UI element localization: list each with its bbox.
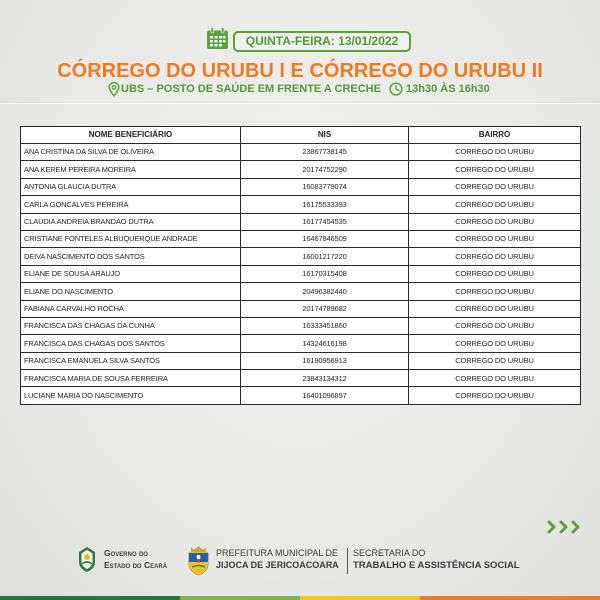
cell-nis: 20496382440 (241, 283, 409, 300)
cell-nis: 23843134312 (241, 370, 409, 387)
cell-nis: 16401096897 (241, 387, 409, 404)
cell-bairro: CORREGO DO URUBU (409, 370, 581, 387)
page-title: CÓRREGO DO URUBU I E CÓRREGO DO URUBU II (57, 60, 543, 82)
date-badge: QUINTA-FEIRA: 13/01/2022 (233, 31, 411, 52)
cell-bairro: CORREGO DO URUBU (409, 317, 581, 334)
cell-name: ANA CRISTINA DA SILVA DE OLIVEIRA (21, 144, 241, 161)
cell-name: CLAUDIA ANDREIA BRANDAO DUTRA (21, 213, 241, 230)
table-row (21, 317, 581, 334)
cell-name: FRANCISCA MARIA DE SOUSA FERREIRA (21, 370, 241, 387)
cell-name: CARLA GONCALVES PEREIRA (21, 196, 241, 213)
cell-nis: 16001217220 (241, 248, 409, 265)
stripe-yellow (300, 596, 420, 600)
cell-name: ELIANE DE SOUSA ARAUJO (21, 265, 241, 282)
cell-name: FRANCISCA EMANUELA SILVA SANTOS (21, 352, 241, 369)
stripe-green (180, 596, 300, 600)
ceara-government-logo (77, 546, 97, 573)
cell-nis: 16175533393 (241, 196, 409, 213)
secretaria-name-line1: SECRETARIA DO (353, 548, 426, 558)
state-government-name-line1: Governo do (104, 548, 148, 558)
cell-bairro: CORREGO DO URUBU (409, 178, 581, 195)
cell-nis: 16333451860 (241, 317, 409, 334)
cell-name: CRISTIANE FONTELES ALBUQUERQUE ANDRADE (21, 230, 241, 247)
table-row (21, 335, 581, 352)
table-row (21, 352, 581, 369)
column-header-bairro: BAIRRO (409, 127, 581, 144)
table-row (21, 248, 581, 265)
cell-bairro: CORREGO DO URUBU (409, 213, 581, 230)
cell-nis: 20174752290 (241, 161, 409, 178)
table-row (21, 387, 581, 404)
table-row (21, 370, 581, 387)
cell-bairro: CORREGO DO URUBU (409, 161, 581, 178)
cell-name: FRANCISCA DAS CHAGAS DOS SANTOS (21, 335, 241, 352)
cell-nis: 16083779074 (241, 178, 409, 195)
table-row (21, 144, 581, 161)
stripe-orange (420, 596, 600, 600)
cell-bairro: CORREGO DO URUBU (409, 352, 581, 369)
cell-name: ANTONIA GLAUCIA DUTRA (21, 178, 241, 195)
cell-bairro: CORREGO DO URUBU (409, 335, 581, 352)
column-header-name: NOME BENEFICIÁRIO (21, 127, 241, 144)
table-row (21, 178, 581, 195)
cell-nis: 20174789682 (241, 300, 409, 317)
cell-nis: 16170315408 (241, 265, 409, 282)
column-header-nis: NIS (241, 127, 409, 144)
cell-nis: 16177454535 (241, 213, 409, 230)
cell-name: FRANCISCA DAS CHAGAS DA CUNHA (21, 317, 241, 334)
table-header-row (21, 127, 581, 144)
calendar-icon (206, 27, 229, 50)
cell-name: ANA KEREM PEREIRA MOREIRA (21, 161, 241, 178)
cell-bairro: CORREGO DO URUBU (409, 248, 581, 265)
map-pin-icon (108, 82, 120, 97)
table-row (21, 300, 581, 317)
cell-name: FABIANA CARVALHO ROCHA (21, 300, 241, 317)
cell-bairro: CORREGO DO URUBU (409, 387, 581, 404)
table-row (21, 213, 581, 230)
cell-nis: 14324616198 (241, 335, 409, 352)
prefeitura-name-line1: PREFEITURA MUNICIPAL DE (216, 548, 339, 558)
cell-nis: 16190956913 (241, 352, 409, 369)
prefeitura-crest-logo (186, 545, 211, 576)
header-divider (0, 103, 600, 104)
cell-name: LUCIANE MARIA DO NASCIMENTO (21, 387, 241, 404)
table-row (21, 230, 581, 247)
secretaria-name-line2: TRABALHO E ASSISTÊNCIA SOCIAL (353, 560, 520, 571)
cell-bairro: CORREGO DO URUBU (409, 283, 581, 300)
stripe-dark-green (0, 596, 180, 600)
prefeitura-name-line2: JIJOCA DE JERICOACOARA (216, 560, 339, 570)
table-row (21, 283, 581, 300)
state-government-name-line2: Estado do Ceará (104, 560, 168, 570)
time-text: 13h30 ÀS 16h30 (406, 83, 490, 95)
cell-bairro: CORREGO DO URUBU (409, 300, 581, 317)
location-text: UBS – POSTO DE SAÚDE EM FRENTE A CRECHE (121, 83, 381, 95)
footer-separator (347, 548, 348, 574)
cell-nis: 23867738145 (241, 144, 409, 161)
cell-bairro: CORREGO DO URUBU (409, 230, 581, 247)
clock-icon (389, 82, 403, 96)
table-row (21, 265, 581, 282)
cell-bairro: CORREGO DO URUBU (409, 265, 581, 282)
table-row (21, 196, 581, 213)
cell-nis: 16467846509 (241, 230, 409, 247)
chevrons-right-icon (546, 520, 582, 534)
cell-name: ELIANE DO NASCIMENTO (21, 283, 241, 300)
cell-bairro: CORREGO DO URUBU (409, 144, 581, 161)
beneficiaries-table (20, 126, 581, 405)
table-row (21, 161, 581, 178)
cell-name: DEIVA NASCIMENTO DOS SANTOS (21, 248, 241, 265)
bottom-color-stripe (0, 596, 600, 600)
cell-bairro: CORREGO DO URUBU (409, 196, 581, 213)
